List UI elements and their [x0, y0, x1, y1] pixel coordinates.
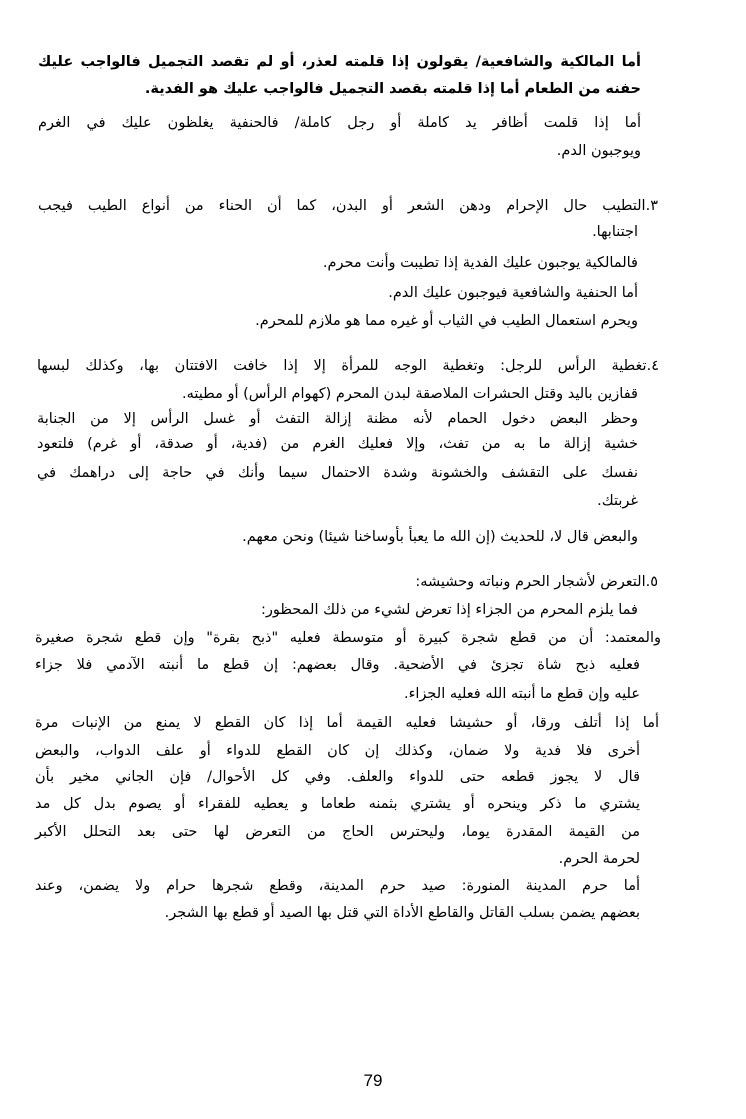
- text-line: عليه وإن قطع ما أنبته الله فعليه الجزاء.: [403, 686, 640, 702]
- text-line: وحظر البعض دخول الحمام لأنه مظنة إزالة التفث أو غسل الرأس إلا من الجنابة: [37, 411, 638, 427]
- text-line: فما يلزم المحرم من الجزاء إذا تعرض لشيء من ذلك المحظور:: [261, 602, 638, 618]
- text-line: اجتنابها.: [592, 224, 638, 240]
- text-line: أما إذا قلمت أظافر يد كاملة أو رجل كاملة/ فالحنفية يغلظون عليك في الغرم: [38, 115, 641, 131]
- text-line: أما الحنفية والشافعية فيوجبون عليك الدم.: [388, 285, 638, 301]
- text-line: أما حرم المدينة المنورة: صيد حرم المدينة، وقطع شجرها حرام ولا يضمن، وعند: [35, 878, 640, 894]
- text-line: حفنه من الطعام أما إذا قلمته بقصد التجميل فالواجب عليك هو الفدية.: [144, 81, 641, 97]
- text-line: ويوجبون الدم.: [556, 143, 641, 159]
- text-line: من القيمة المقدرة يوما، وليحترس الحاج من التعرض لها حتى بعد التحلل الأكبر: [35, 824, 640, 840]
- text-line: لحرمة الحرم.: [558, 851, 640, 867]
- text-line: قفازين باليد وقتل الحشرات الملاصقة لبدن المحرم (كهوام الرأس) أو مطيته.: [182, 386, 638, 402]
- text-line: ويحرم استعمال الطيب في الثياب أو غيره مما هو ملازم للمحرم.: [255, 313, 638, 329]
- text-line: ٣.التطيب حال الإحرام ودهن الشعر أو البدن، كما أن الحناء من أنواع الطيب فيجب: [38, 198, 658, 214]
- text-line: خشية إزالة ما به من تفث، وإلا فعليك الغرم من (فدية، أو صدقة، أو غرم) فلتعود: [37, 436, 638, 452]
- text-line: ٥.التعرض لأشجار الحرم ونباته وحشيشه:: [415, 574, 658, 590]
- text-line: بعضهم يضمن بسلب القاتل والقاطع الأداة التي قتل بها الصيد أو قطع بها الشجر.: [164, 905, 640, 921]
- text-line: نفسك على التقشف والخشونة وشدة الاحتمال سيما وأنك في حاجة إلى دراهمك في: [37, 465, 638, 481]
- text-line: قال لا يجوز قطعه حتى للدواء والعلف. وفي كل الأحوال/ فإن الجاني مخير بأن: [35, 769, 640, 785]
- text-line: والبعض قال لا، للحديث (إن الله ما يعبأ بأوساخنا شيئا) ونحن معهم.: [242, 529, 638, 545]
- text-line: فعليه ذبح شاة تجزئ في الأضحية. وقال بعضهم: إن قطع ما أنبته الآدمي فلا جزاء: [35, 657, 640, 673]
- text-line: أخرى فلا فدية ولا ضمان، وكذلك إن كان القطع للدواء أو علف الدواب، والبعض: [35, 743, 640, 759]
- text-line: فالمالكية يوجبون عليك الفدية إذا تطيبت وأنت محرم.: [322, 255, 638, 271]
- text-line: غربتك.: [597, 493, 638, 509]
- text-line: أما إذا أتلف ورقا، أو حشيشا فعليه القيمة أما إذا كان القطع لا يمنع من الإنبات مرة: [35, 715, 659, 731]
- text-line: يشتري ما ذكر وينحره أو يشتري بثمنه طعاما و يعطيه للفقراء أو يصوم بدل كل مد: [35, 796, 640, 812]
- page-number: 79: [363, 1071, 383, 1090]
- text-line: ٤.تغطية الرأس للرجل: وتغطية الوجه للمرأة إلا إذا خافت الافتتان بها، وكذلك لبسها: [37, 358, 659, 374]
- text-line: والمعتمد: أن من قطع شجرة كبيرة أو متوسطة فعليه "ذبح بقرة" وإن قطع شجرة صغيرة: [35, 630, 661, 646]
- text-line: أما المالكية والشافعية/ يقولون إذا قلمته لعذر، أو لم تقصد التجميل فالواجب عليك: [38, 54, 641, 70]
